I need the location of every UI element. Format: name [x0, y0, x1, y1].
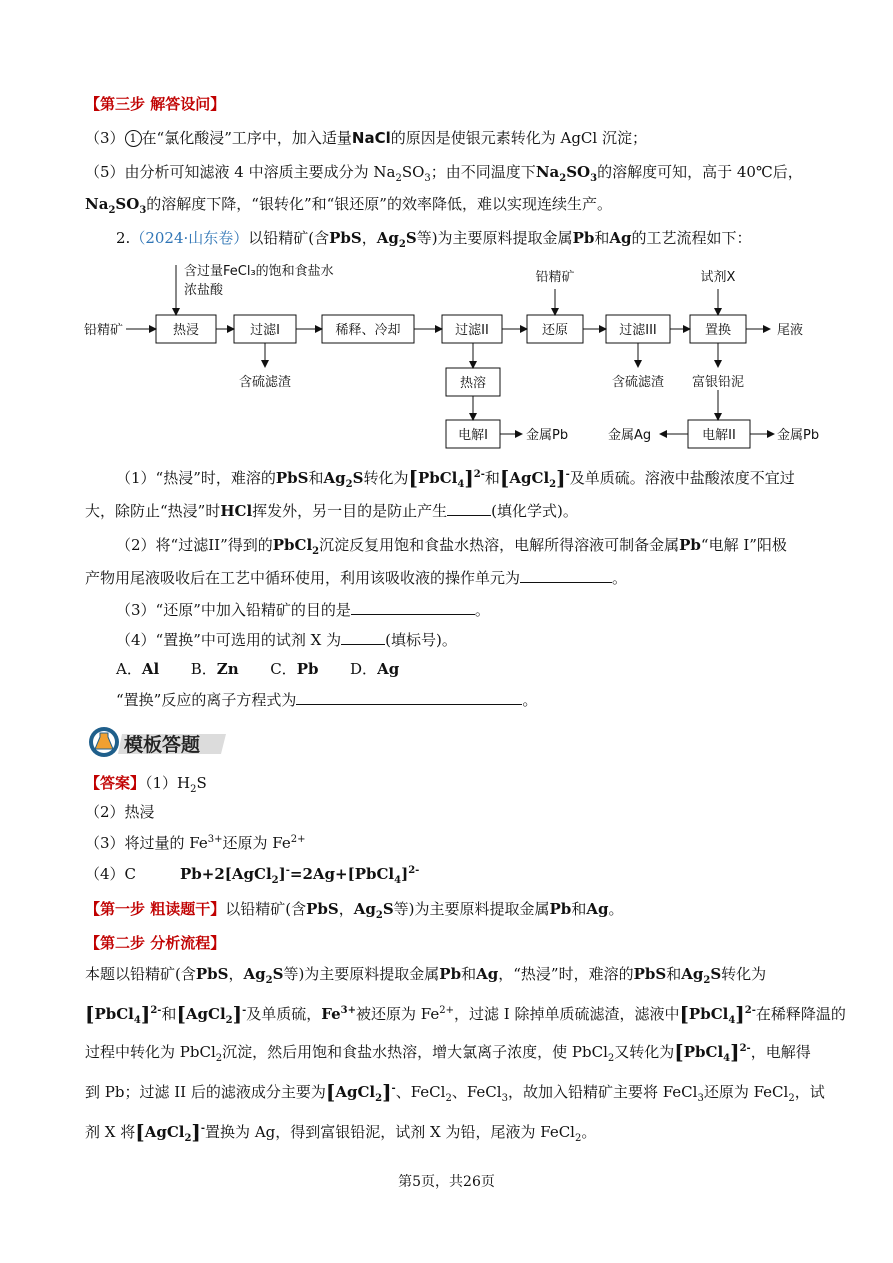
question-4-equation: “置换”反应的离子方程式为 。 — [116, 691, 538, 709]
label-reagent-x: 试剂X — [700, 270, 736, 285]
text-dilute-cool: 稀释、冷却 — [335, 323, 401, 338]
option-a: A．Al — [116, 660, 160, 678]
question-4: （4）“置换”中可选用的试剂 X 为 (填标号)。 — [116, 631, 457, 649]
step2-header: 【第二步 分析流程】 — [85, 934, 226, 952]
label-residue-1: 含硫滤渣 — [238, 375, 292, 390]
label-metal-pb-1: 金属Pb — [526, 428, 569, 443]
process-flow-diagram — [80, 255, 840, 455]
step3-q3: （3） 1 在“氯化酸浸”工序中，加入适量NaCl的原因是使银元素转化为 AgCl 沉淀； — [85, 129, 647, 147]
text-filter-1: 过滤I — [250, 323, 280, 338]
question-2: （2）将“过滤II”得到的PbCl$_2$沉淀反复用饱和食盐水热溶，电解所得溶液可制备金属Pb“电解 I”阳极 — [116, 536, 787, 557]
answer-blank-4[interactable] — [341, 630, 385, 645]
text-elec-1: 电解I — [458, 428, 488, 443]
problem-2-intro: 2.（2024·山东卷）以铅精矿(含PbS，$Ag_2S$等)为主要原料提取金属Pb和Ag的工艺流程如下： — [116, 229, 752, 250]
answer-4: （4）C Pb+2[AgCl$_2$]-=2Ag+[PbCl$_4$]$^{2-}$ — [85, 865, 420, 886]
step1: 【第一步 粗读题干】以铅精矿(含PbS，$Ag_2S$等)为主要原料提取金属Pb和Ag。 — [85, 900, 624, 921]
label-metal-ag: 金属Ag — [608, 428, 652, 443]
question-1-cont: 大，除防止“热浸”时HCl挥发外，另一目的是防止产生 (填化学式)。 — [85, 502, 578, 520]
answer-blank-5[interactable] — [296, 690, 522, 705]
answer-1: 【答案】$(1)H_2S$ — [85, 774, 207, 795]
text-hot-leach: 热浸 — [172, 323, 200, 338]
option-c: C．Pb — [270, 660, 319, 678]
analysis-line-4: 到 Pb；过滤 II 后的滤液成分主要为[AgCl$_2$]-、FeCl$_2$、FeCl$_3$，故加入铅精矿主要将 FeCl$_3$还原为 FeCl$_2$，试 — [85, 1080, 825, 1104]
option-b: B．Zn — [190, 660, 239, 678]
analysis-line-2: [PbCl$_4$]$^{2-}$和[AgCl$_2$]-及单质硫，$Fe^{3+}$被还原为 $Fe^{2+}$，过滤 I 除掉单质硫滤渣，滤液中[PbCl$_4$]$^{2-}$在稀释降温的 — [85, 1002, 846, 1026]
circled-number: 1 — [125, 130, 142, 147]
label-lead-ore-top: 铅精矿 — [535, 270, 575, 285]
question-2-cont: 产物用尾液吸收后在工艺中循环使用，利用该吸收液的操作单元为 。 — [85, 569, 628, 587]
text-filter-3: 过滤III — [619, 323, 657, 338]
label-reagent-1: 含过量FeCl₃的饱和食盐水 — [184, 264, 334, 279]
text-elec-2: 电解II — [702, 428, 736, 443]
step3-header: 【第三步 解答设问】 — [85, 95, 226, 113]
question-4-options — [116, 659, 399, 679]
text-hot-dissolve: 热溶 — [459, 376, 487, 391]
answer-blank-3[interactable] — [351, 600, 475, 615]
answer-blank-1[interactable] — [447, 501, 491, 516]
analysis-line-3: 过程中转化为 PbCl$_2$沉淀，然后用饱和食盐水热溶，增大氯离子浓度，使 PbCl$_2$又转化为[PbCl$_4$]$^{2-}$，电解得 — [85, 1040, 811, 1064]
answer-blank-2[interactable] — [520, 568, 612, 583]
label-feed-ore: 铅精矿 — [84, 323, 124, 338]
page-footer: 第5页，共26页 — [398, 1174, 495, 1190]
text-replace: 置换 — [704, 323, 732, 338]
label-tail-liquid: 尾液 — [777, 323, 804, 338]
answer-2: （2）热浸 — [85, 803, 155, 821]
logo-text: 模板答题 — [124, 734, 201, 756]
problem-source: （2024·山东卷） — [130, 229, 249, 247]
text-filter-2: 过滤II — [455, 323, 489, 338]
label-rich-mud: 富银铅泥 — [691, 375, 745, 390]
question-1: （1）“热浸”时，难溶的PbS和$Ag_2S$转化为[PbCl$_4$]$^{2-}$和[AgCl$_2$]-及单质硫。溶液中盐酸浓度不宜过 — [116, 466, 795, 490]
label-residue-2: 含硫滤渣 — [611, 375, 665, 390]
option-d: D．Ag — [350, 660, 400, 678]
step3-q5-cont: $Na_2SO_3$的溶解度下降，“银转化”和“银还原”的效率降低，难以实现连续生产。 — [85, 195, 612, 216]
label-metal-pb-2: 金属Pb — [777, 428, 820, 443]
template-answer-logo — [86, 722, 231, 762]
text-reduce: 还原 — [541, 323, 569, 338]
step3-q5: （5）由分析可知滤液 4 中溶质主要成分为 $Na_2SO_3$；由不同温度下$Na_2SO_3$的溶解度可知，高于 40℃后， — [85, 163, 803, 184]
answer-3: （3）将过量的 $Fe^{3+}$还原为 $Fe^{2+}$ — [85, 834, 306, 852]
analysis-line-1: 本题以铅精矿(含PbS，$Ag_2S$等)为主要原料提取金属Pb和Ag，“热浸”时，难溶的PbS和$Ag_2S$转化为 — [85, 965, 767, 986]
label-reagent-2: 浓盐酸 — [184, 283, 224, 298]
analysis-line-5: 剂 X 将[AgCl$_2$]-置换为 Ag，得到富银铅泥，试剂 X 为铅，尾液为 FeCl$_2$。 — [85, 1120, 597, 1144]
question-3: （3）“还原”中加入铅精矿的目的是 。 — [116, 601, 490, 619]
